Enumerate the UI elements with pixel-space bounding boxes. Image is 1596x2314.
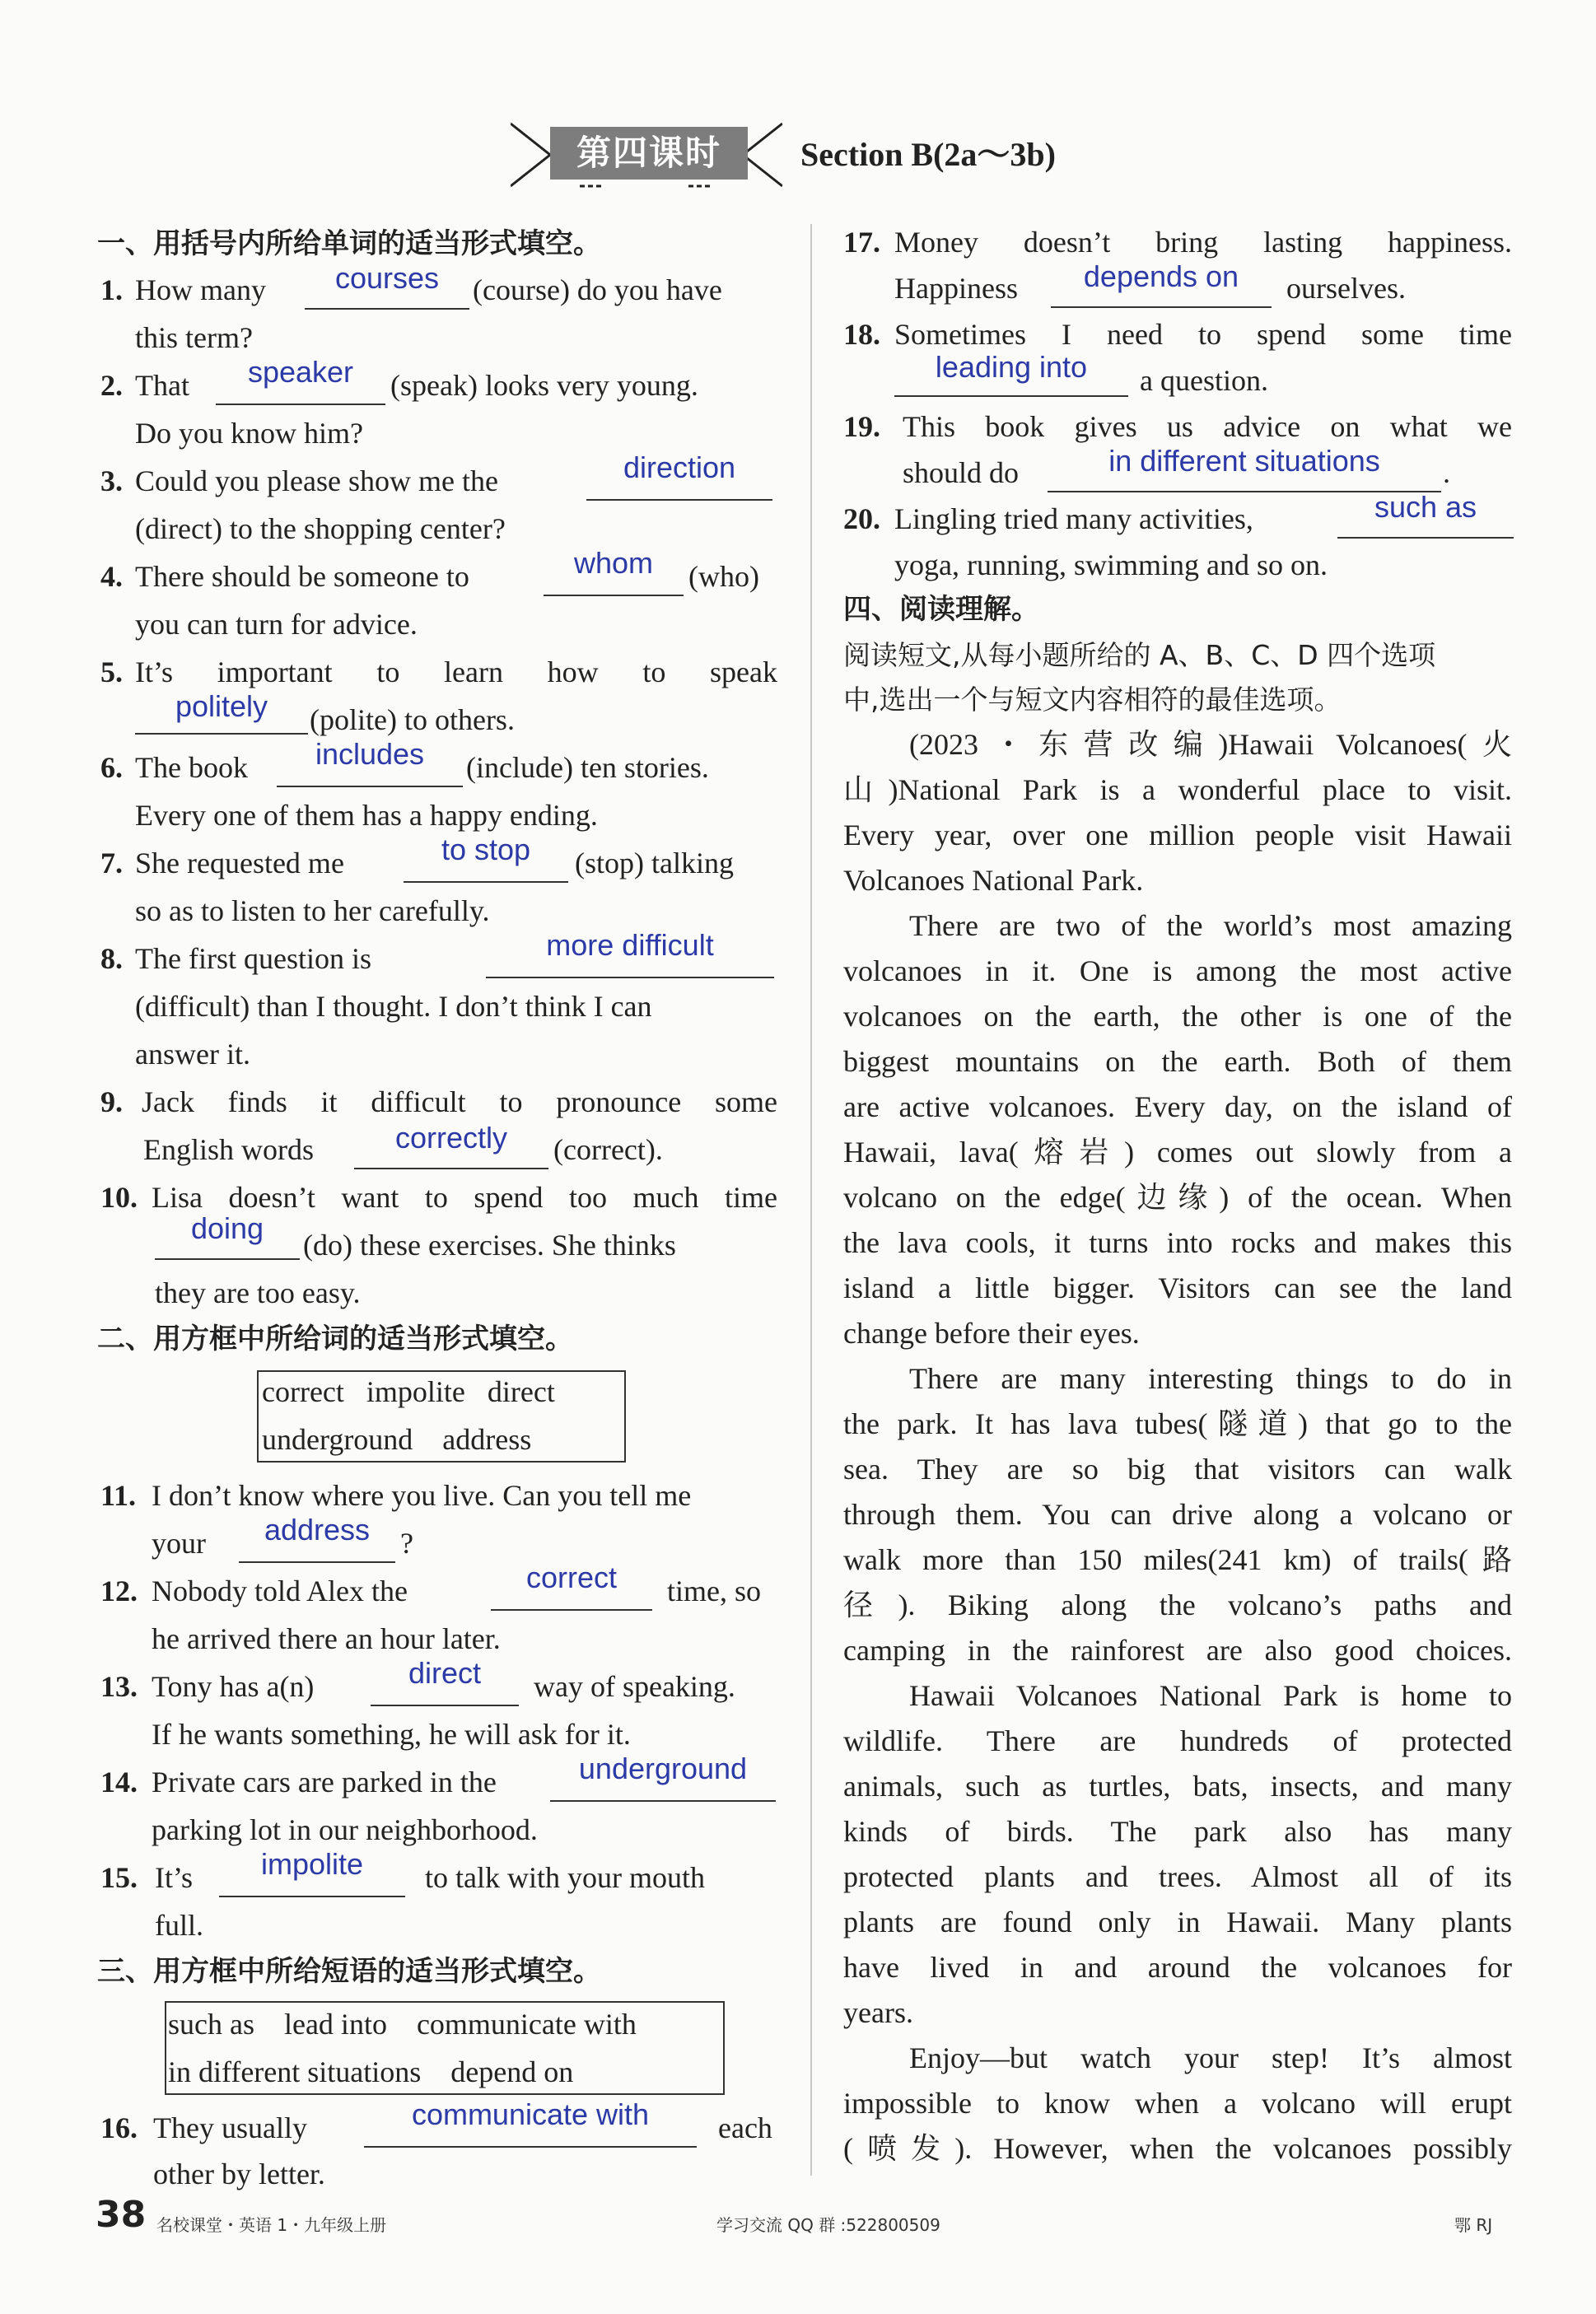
q1-text-a: How many [135,273,266,306]
q8-number: 8. [100,942,123,975]
q15-text-b: to talk with your mouth [425,1861,705,1894]
passage-line: through them. You can drive along a volcano or [843,1498,1512,1531]
q15-text-c: full. [155,1909,203,1942]
passage-line: volcanoes on the earth, the other is one of the [843,1000,1512,1033]
passage-line: the park. It has lava tubes(隧道) that go to the [843,1407,1512,1440]
q7-text-b: (stop) talking [575,847,734,879]
passage-line: have lived in and around the volcanoes for [843,1951,1512,1984]
q6-text-b: (include) ten stories. [466,751,709,784]
passage-line: Volcanoes National Park. [843,864,1144,897]
passage-line: camping in the rainforest are also good choices. [843,1634,1512,1667]
q20-answer: such as [1374,490,1477,524]
q16-answer: communicate with [411,2097,650,2131]
q1-answer: courses [334,261,440,295]
q4-text-b: (who) [688,560,759,593]
q2-answer: speaker [247,355,354,389]
passage-line: (喷发). However, when the volcanoes possibly [843,2132,1512,2165]
q1-text-c: this term? [135,321,253,354]
q7-answer: to stop [441,833,531,866]
passage-line: plants are found only in Hawaii. Many plants [843,1906,1512,1938]
q15-number: 15. [100,1861,138,1894]
q3-text-c: (direct) to the shopping center? [135,512,506,545]
passage-line: walk more than 150 miles(241 km) of trails(路 [843,1543,1512,1576]
passage-line: animals, such as turtles, bats, insects, and many [843,1770,1512,1803]
q8-answer: more difficult [546,928,714,962]
q20-number: 20. [843,502,880,535]
q10-number: 10. [100,1181,138,1214]
passage-line: impossible to know when a volcano will erupt [843,2087,1512,2120]
passage-line: protected plants and trees. Almost all of its [843,1860,1512,1893]
passage-line: are active volcanoes. Every day, on the island of [843,1090,1512,1123]
q6-number: 6. [100,751,123,784]
q4-number: 4. [100,560,123,593]
passage-line: kinds of birds. The park also has many [843,1815,1512,1848]
lesson-label: 第四课时 [550,127,748,180]
q3-number: 3. [100,464,123,497]
q12-text-a: Nobody told Alex the [152,1575,408,1607]
q13-text-b: way of speaking. [534,1670,735,1703]
q8-text-d: answer it. [135,1038,250,1071]
q2-number: 2. [100,369,123,402]
q7-text-a: She requested me [135,847,344,879]
q16-text-a: They usually [153,2111,307,2144]
q15-answer: impolite [260,1847,364,1881]
passage-line: Hawaii Volcanoes National Park is home to [909,1679,1512,1712]
part2-heading: 二、用方框中所给词的适当形式填空。 [97,1323,573,1355]
q4-text-a: There should be someone to [135,560,469,593]
passage-line: volcanoes in it. One is among the most active [843,954,1512,987]
q18-number: 18. [843,318,880,351]
q15-text-a: It’s [155,1861,194,1894]
q6-text-a: The book [135,751,248,784]
q7-number: 7. [100,847,123,879]
q14-text-a: Private cars are parked in the [152,1766,497,1798]
q12-number: 12. [100,1575,138,1607]
q12-text-b: time, so [667,1575,761,1607]
q5-answer: politely [175,689,268,723]
q20-text-a: Lingling tried many activities, [894,502,1253,535]
q2-text-b: (speak) looks very young. [390,369,698,402]
q4-text-c: you can turn for advice. [135,608,418,641]
q5-text-a: It’s important to learn how to speak [135,655,777,688]
q10-text-b: (do) these exercises. She thinks [303,1229,676,1262]
q6-text-c: Every one of them has a happy ending. [135,799,598,832]
q5-number: 5. [100,655,123,688]
q14-number: 14. [100,1766,138,1798]
q1-number: 1. [100,273,123,306]
q16-text-c: other by letter. [153,2158,325,2190]
passage-line: There are many interesting things to do in [909,1362,1512,1395]
q10-answer: doing [190,1211,264,1245]
part4-instruction-1: 阅读短文,从每小题所给的 A、B、C、D 四个选项 [843,639,1436,671]
passage-line: volcano on the edge(边缘) of the ocean. When [843,1181,1512,1214]
q14-answer: underground [578,1752,748,1785]
passage-line: Every year, over one million people visit Hawaii [843,819,1512,851]
passage-line: island a little bigger. Visitors can see the land [843,1271,1512,1304]
q9-number: 9. [100,1085,123,1118]
q14-text-c: parking lot in our neighborhood. [152,1813,538,1846]
q17-answer: depends on [1083,259,1239,293]
q2-text-c: Do you know him? [135,417,363,450]
passage-line: 径). Biking along the volcano’s paths and [843,1589,1512,1621]
passage-line: change before their eyes. [843,1317,1140,1350]
edition-label: 鄂 RJ [1454,2215,1493,2235]
q12-answer: correct [525,1561,618,1594]
q13-number: 13. [100,1670,138,1703]
page-number: 38 [96,2194,147,2236]
q18-text-b: a question. [1140,364,1268,397]
part1-heading: 一、用括号内所给单词的适当形式填空。 [97,227,601,260]
q11-text-b: ? [400,1527,413,1560]
q17-text-pre: Happiness [894,272,1018,305]
q7-text-c: so as to listen to her carefully. [135,894,490,927]
passage-line: Hawaii, lava(熔岩) comes out slowly from a [843,1136,1512,1169]
q19-answer: in different situations [1108,444,1380,478]
q11-text-a: I don’t know where you live. Can you tell me [152,1479,692,1512]
q12-text-c: he arrived there an hour later. [152,1622,501,1655]
q8-text-a: The first question is [135,942,371,975]
q3-text-a: Could you please show me the [135,464,498,497]
part2-box-line2: underground address [262,1423,532,1456]
q9-text-pre: English words [143,1133,314,1166]
part3-heading: 三、用方框中所给短语的适当形式填空。 [97,1955,601,1988]
q3-answer: direction [623,450,736,484]
q18-answer: leading into [935,350,1088,384]
passage-line: 山)National Park is a wonderful place to visit. [843,773,1512,806]
passage-line: biggest mountains on the earth. Both of them [843,1045,1512,1078]
part2-box-line1: correct impolite direct [262,1375,555,1408]
part3-box-line2: in different situations depend on [168,2055,574,2088]
q18-text-a: Sometimes I need to spend some time [894,318,1512,351]
column-divider [810,224,812,2176]
q11-answer: address [264,1513,371,1547]
qq-group: 学习交流 QQ 群 :522800509 [716,2215,940,2235]
part3-box-line1: such as lead into communicate with [168,2008,637,2041]
q13-text-a: Tony has a(n) [152,1670,315,1703]
q13-answer: direct [408,1656,482,1690]
q16-text-b: each [718,2111,772,2144]
q19-text-b: . [1443,456,1450,489]
q9-answer: correctly [394,1121,508,1155]
q19-number: 19. [843,410,880,443]
passage-line: sea. They are so big that visitors can walk [843,1453,1512,1486]
q11-text-pre: your [152,1527,206,1560]
q16-number: 16. [100,2111,138,2144]
passage-line: There are two of the world’s most amazing [909,909,1512,942]
q19-text-a: This book gives us advice on what we [903,410,1512,443]
passage-line: years. [843,1996,913,2029]
q1-text-b: (course) do you have [473,273,722,306]
part4-instruction-2: 中,选出一个与短文内容相符的最佳选项。 [843,683,1342,716]
q6-answer: includes [315,737,425,771]
q19-text-pre: should do [903,456,1020,489]
passage-line: (2023・东营改编)Hawaii Volcanoes(火 [909,728,1512,761]
q10-text-a: Lisa doesn’t want to spend too much time [152,1181,777,1214]
q4-answer: whom [573,546,654,580]
section-title: Section B(2a～3b) [800,136,1056,173]
q17-text-b: ourselves. [1286,272,1406,305]
q17-number: 17. [843,226,880,259]
q5-text-b: (polite) to others. [310,703,515,736]
q9-text-b: (correct). [553,1133,663,1166]
q9-text-a: Jack finds it difficult to pronounce some [142,1085,777,1118]
passage-line: Enjoy—but watch your step! It’s almost [909,2041,1512,2074]
q10-text-c: they are too easy. [155,1276,361,1309]
passage-line: the lava cools, it turns into rocks and makes this [843,1226,1512,1259]
q13-text-c: If he wants something, he will ask for it. [152,1718,631,1751]
q11-number: 11. [100,1479,137,1512]
passage-line: wildlife. There are hundreds of protected [843,1724,1512,1757]
q17-text-a: Money doesn’t bring lasting happiness. [894,226,1512,259]
part4-heading: 四、阅读理解。 [843,593,1039,626]
q20-text-c: yoga, running, swimming and so on. [894,548,1328,581]
book-title: 名校课堂・英语 1・九年级上册 [156,2215,387,2235]
q2-text-a: That [135,369,189,402]
q8-text-c: (difficult) than I thought. I don’t think I can [135,990,652,1023]
